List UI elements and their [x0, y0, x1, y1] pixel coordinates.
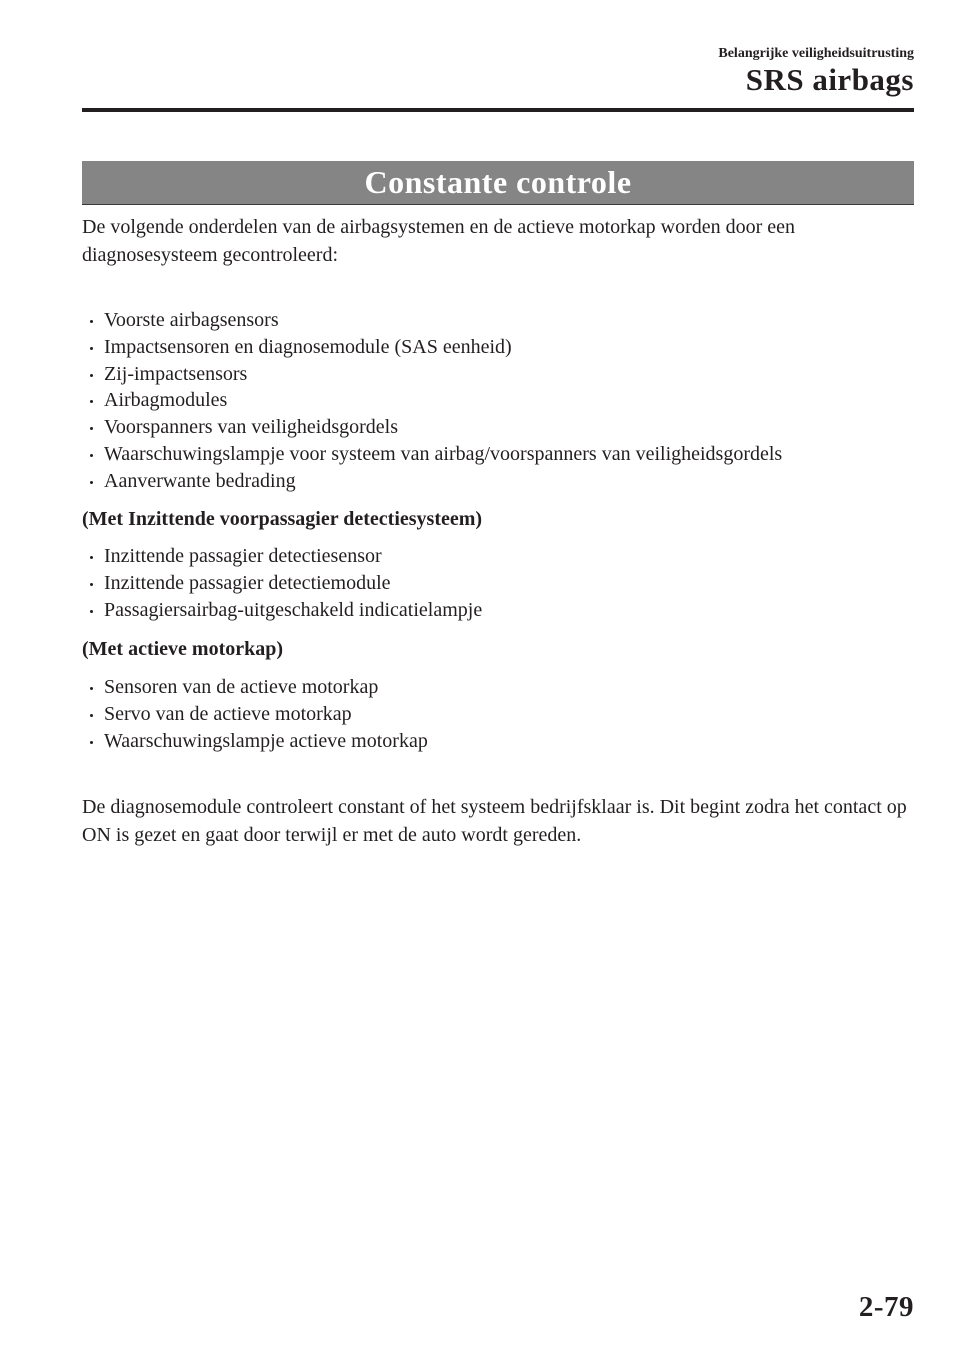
list-item-text: Inzittende passagier detectiemodule — [104, 571, 391, 594]
list-item — [82, 441, 782, 468]
bullet-dot-icon — [90, 741, 93, 744]
list-item — [82, 361, 782, 388]
bullet-dot-icon — [90, 583, 93, 586]
list-item — [82, 570, 482, 597]
monitored-components-list — [82, 307, 782, 495]
list-item-text: Aanverwante bedrading — [104, 469, 296, 492]
intro-paragraph: De volgende onderdelen van de airbagsystemen en de actieve motorkap worden door een diagnosesysteem gecontroleerd: — [82, 216, 796, 266]
closing-paragraph: De diagnosemodule controleert constant of het systeem bedrijfsklaar is. Dit begint zodra het contact op ON is gezet en gaat door terwijl er met de auto wordt gereden. — [82, 796, 907, 846]
list-item-text: Voorste airbagsensors — [104, 309, 279, 331]
bullet-dot-icon — [90, 556, 93, 559]
passenger-detection-list — [82, 543, 482, 623]
list-item-text: Airbagmodules — [104, 389, 228, 412]
chapter-title: Belangrijke veiligheidsuitrusting — [718, 46, 914, 61]
bullet-dot-icon — [90, 714, 93, 717]
bullet-dot-icon — [90, 400, 93, 403]
list-item-text: Inzittende passagier detectiesensor — [104, 545, 382, 567]
list-item — [82, 701, 428, 728]
list-item-text: Zij-impactsensors — [104, 362, 248, 385]
bullet-dot-icon — [90, 427, 93, 430]
bullet-dot-icon — [90, 347, 93, 350]
list-item-text: Waarschuwingslampje actieve motorkap — [104, 729, 428, 752]
list-item — [82, 414, 782, 441]
page-number: 2-79 — [858, 1291, 914, 1323]
active-bonnet-list — [82, 674, 428, 754]
header-divider — [82, 108, 914, 112]
list-item-text: Servo van de actieve motorkap — [104, 702, 352, 725]
list-item-text: Sensoren van de actieve motorkap — [104, 676, 379, 698]
list-item — [82, 387, 782, 414]
list-item-text: Voorspanners van veiligheidsgordels — [104, 416, 399, 439]
list-item — [82, 307, 782, 334]
bullet-dot-icon — [90, 320, 93, 323]
bullet-dot-icon — [90, 481, 93, 484]
bullet-dot-icon — [90, 374, 93, 377]
section-title: SRS airbags — [745, 62, 914, 97]
list-item — [82, 597, 482, 624]
subheading-passenger-detection: (Met Inzittende voorpassagier detectiesysteem) — [82, 508, 483, 530]
bullet-dot-icon — [90, 454, 93, 457]
list-item-text: Passagiersairbag-uitgeschakeld indicatielampje — [104, 598, 483, 621]
list-item-text: Waarschuwingslampje voor systeem van airbag/voorspanners van veiligheidsgordels — [104, 442, 783, 465]
bullet-dot-icon — [90, 610, 93, 613]
list-item-text: Impactsensoren en diagnosemodule (SAS eenheid) — [104, 335, 512, 358]
list-item — [82, 674, 428, 701]
section-heading-banner: Constante controle — [82, 161, 914, 205]
list-item — [82, 334, 782, 361]
bullet-dot-icon — [90, 687, 93, 690]
list-item — [82, 543, 482, 570]
list-item — [82, 728, 428, 755]
subheading-active-bonnet: (Met actieve motorkap) — [82, 638, 284, 660]
list-item — [82, 468, 782, 495]
